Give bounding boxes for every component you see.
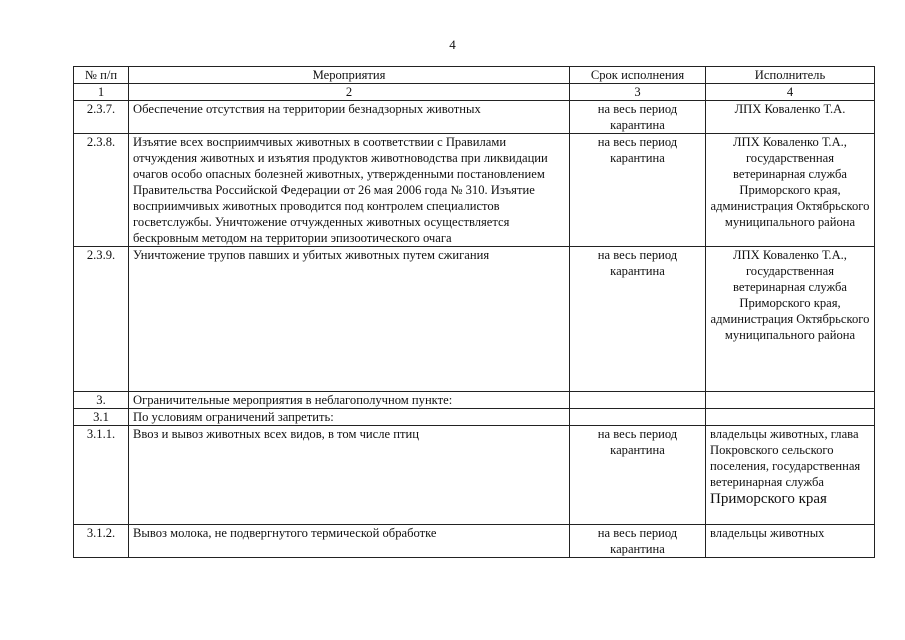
header-num: № п/п (74, 67, 129, 84)
row-measure: Обеспечение отсутствия на территории безнадзорных животных (129, 101, 570, 134)
row-measure: Изъятие всех восприимчивых животных в соответствии с Правилами отчуждения животных и изъятия продуктов животноводства при ликвидации очагов особо опасных болезней животных, утвержденными постановлением Правительства Российской Федерации от 26 мая 2006 года № 310. Изъятие восприимчивых животных проводится под контролем специалистов госветслужбы. Уничтожение отчужденных животных осуществляется бескровным методом на территории эпизоотического очага (129, 134, 570, 247)
column-number: 4 (706, 84, 875, 101)
section-heading: Ограничительные мероприятия в неблагополучном пункте: (129, 392, 570, 409)
row-executor: ЛПХ Коваленко Т.А., государственная ветеринарная служба Приморского края, администрация Октябрьского муниципального района (706, 247, 875, 392)
row-measure: Вывоз молока, не подвергнутого термической обработке (129, 525, 570, 558)
page-number: 4 (449, 37, 456, 52)
row-number: 3.1.1. (74, 426, 129, 525)
header-measures: Мероприятия (129, 67, 570, 84)
table-row (74, 525, 875, 558)
row-number: 2.3.9. (74, 247, 129, 392)
row-number: 3.1.2. (74, 525, 129, 558)
row-number: 3.1 (74, 409, 129, 426)
row-measure: Уничтожение трупов павших и убитых животных путем сжигания (129, 247, 570, 392)
row-executor (706, 409, 875, 426)
row-deadline: на весь период карантина (570, 426, 706, 525)
table-row (74, 101, 875, 134)
table-row (74, 392, 875, 409)
column-number: 1 (74, 84, 129, 101)
row-deadline: на весь период карантина (570, 525, 706, 558)
row-number: 3. (74, 392, 129, 409)
table-row (74, 409, 875, 426)
header-deadline: Срок исполнения (570, 67, 706, 84)
measures-table (73, 66, 875, 558)
column-number-row (74, 84, 875, 101)
row-deadline: на весь период карантина (570, 101, 706, 134)
executor-text: владельцы животных, глава Покровского сельского поселения, государственная ветеринарная служба (710, 427, 861, 489)
row-executor (706, 392, 875, 409)
row-deadline (570, 392, 706, 409)
row-deadline: на весь период карантина (570, 247, 706, 392)
row-measure: По условиям ограничений запретить: (129, 409, 570, 426)
column-number: 2 (129, 84, 570, 101)
header-row (74, 67, 875, 84)
row-number: 2.3.8. (74, 134, 129, 247)
table-row (74, 134, 875, 247)
row-deadline: на весь период карантина (570, 134, 706, 247)
header-executor: Исполнитель (706, 67, 875, 84)
executor-text-large: Приморского края (710, 491, 827, 507)
row-executor: владельцы животных (706, 525, 875, 558)
row-executor: ЛПХ Коваленко Т.А. (706, 101, 875, 134)
table-row (74, 247, 875, 392)
table-row (74, 426, 875, 525)
row-measure: Ввоз и вывоз животных всех видов, в том числе птиц (129, 426, 570, 525)
row-number: 2.3.7. (74, 101, 129, 134)
row-executor: ЛПХ Коваленко Т.А., государственная ветеринарная служба Приморского края, администрация Октябрьского муниципального района (706, 134, 875, 247)
row-deadline (570, 409, 706, 426)
column-number: 3 (570, 84, 706, 101)
row-executor (706, 426, 875, 525)
